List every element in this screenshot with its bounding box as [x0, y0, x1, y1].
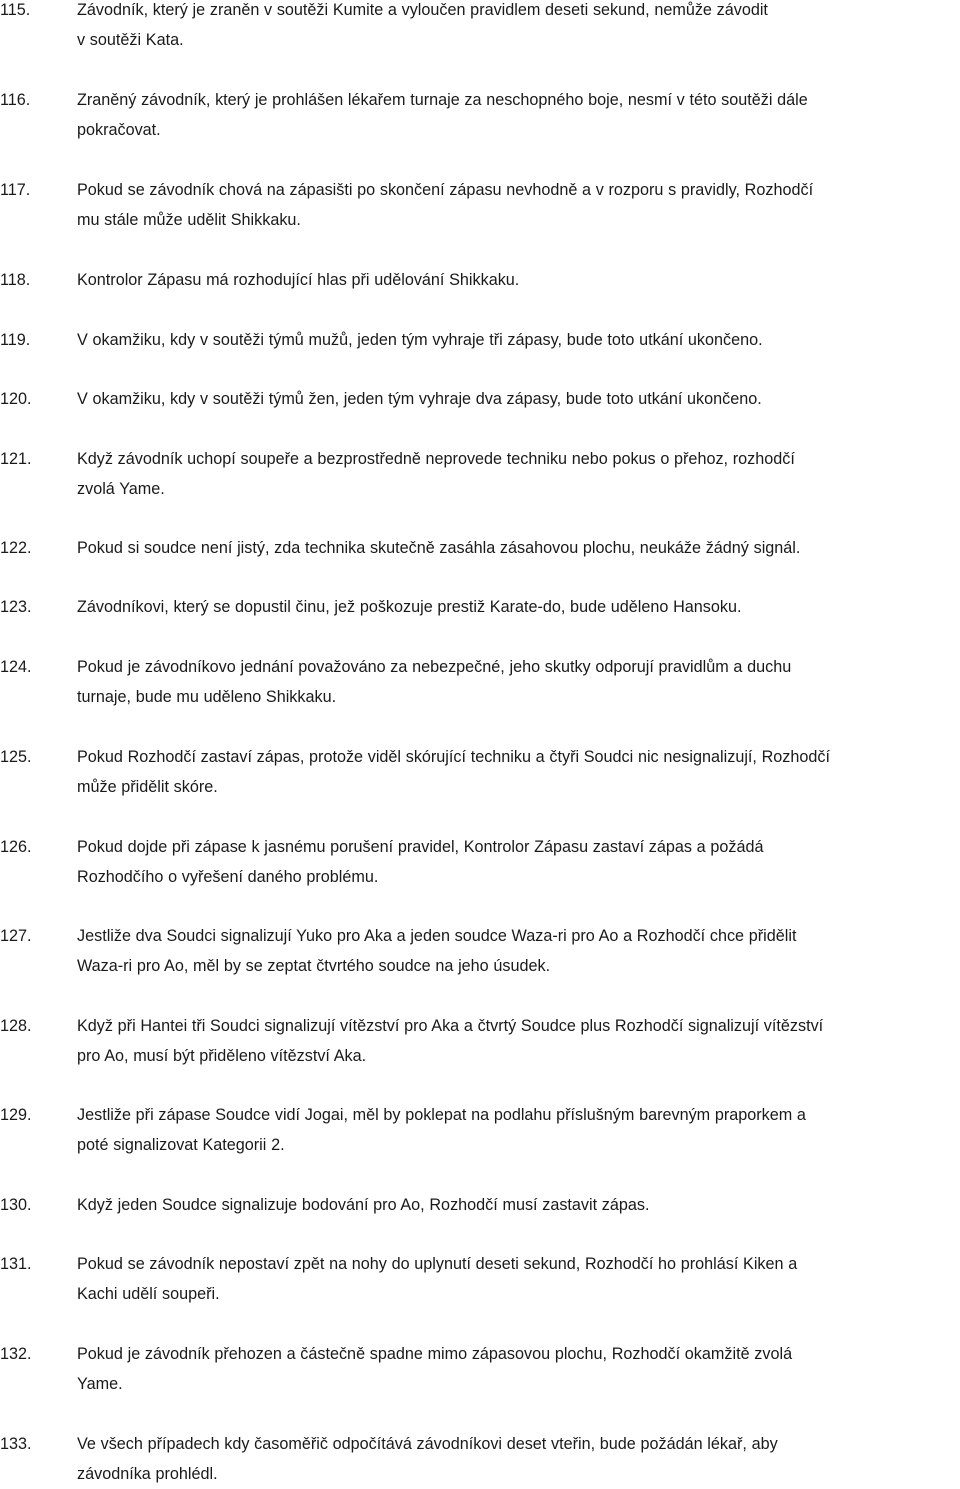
- rule-text-line: v soutěži Kata.: [77, 31, 184, 49]
- rule-number: 115.: [0, 1, 31, 19]
- rule-item-120: [0, 384, 960, 414]
- rule-text: [77, 85, 960, 145]
- rule-text: [77, 832, 960, 892]
- rule-text-line: Ve všech případech kdy časoměřič odpočítává závodníkovi deset vteřin, bude požádán lékař, aby: [77, 1435, 778, 1453]
- rule-number: 128.: [0, 1017, 32, 1035]
- rule-item-121: [0, 444, 960, 504]
- rule-number: 123.: [0, 598, 32, 616]
- rule-text: [77, 533, 960, 563]
- rule-text-line: Pokud se závodník chová na zápasišti po skončení zápasu nevhodně a v rozporu s pravidly, Rozhodčí: [77, 181, 814, 199]
- rule-text-line: Zraněný závodník, který je prohlášen lékařem turnaje za neschopného boje, nesmí v této soutěži dále: [77, 91, 808, 109]
- rule-item-118: [0, 265, 960, 295]
- rule-item-126: [0, 832, 960, 892]
- rule-number: 126.: [0, 838, 32, 856]
- rule-text: [77, 652, 960, 712]
- rule-text-line: poté signalizovat Kategorii 2.: [77, 1136, 285, 1154]
- rule-number: 116.: [0, 91, 31, 109]
- rule-text-line: pokračovat.: [77, 121, 161, 139]
- rule-text: [77, 1429, 960, 1489]
- rule-number: 132.: [0, 1345, 32, 1363]
- rule-number: 119.: [0, 331, 31, 349]
- rule-text: [77, 1339, 960, 1399]
- rule-text: [77, 1249, 960, 1309]
- rule-text-line: Jestliže při zápase Soudce vidí Jogai, měl by poklepat na podlahu příslušným barevným praporkem a: [77, 1106, 806, 1124]
- rule-item-130: [0, 1190, 960, 1220]
- rule-text-line: zvolá Yame.: [77, 480, 165, 498]
- rule-text-line: Waza-ri pro Ao, měl by se zeptat čtvrtého soudce na jeho úsudek.: [77, 957, 551, 975]
- rule-item-124: [0, 652, 960, 712]
- rule-text-line: závodníka prohlédl.: [77, 1465, 218, 1483]
- rule-number: 124.: [0, 658, 32, 676]
- rule-text-line: Pokud se závodník nepostaví zpět na nohy do uplynutí deseti sekund, Rozhodčí ho prohlásí Kiken a: [77, 1255, 798, 1273]
- rule-text: [77, 0, 960, 55]
- rule-number: 131.: [0, 1255, 32, 1273]
- rule-number: 121.: [0, 450, 32, 468]
- rule-text: [77, 444, 960, 504]
- rule-text-line: Pokud dojde při zápase k jasnému porušení pravidel, Kontrolor Zápasu zastaví zápas a požádá: [77, 838, 764, 856]
- rule-text-line: V okamžiku, kdy v soutěži týmů žen, jeden tým vyhraje dva zápasy, bude toto utkání ukončeno.: [77, 390, 762, 408]
- rule-text-line: Rozhodčího o vyřešení daného problému.: [77, 868, 379, 886]
- rule-text-line: Jestliže dva Soudci signalizují Yuko pro Aka a jeden soudce Waza-ri pro Ao a Rozhodčí chce přidělit: [77, 927, 797, 945]
- rule-text-line: mu stále může udělit Shikkaku.: [77, 211, 301, 229]
- rule-text-line: turnaje, bude mu uděleno Shikkaku.: [77, 688, 337, 706]
- rule-text-line: Když jeden Soudce signalizuje bodování pro Ao, Rozhodčí musí zastavit zápas.: [77, 1196, 650, 1214]
- rule-text-line: Závodník, který je zraněn v soutěži Kumite a vyloučen pravidlem deseti sekund, nemůže závodit: [77, 1, 768, 19]
- rule-item-127: [0, 921, 960, 981]
- rule-text: [77, 325, 960, 355]
- rule-number: 122.: [0, 539, 32, 557]
- rule-text: [77, 1190, 960, 1220]
- rule-text: [77, 592, 960, 622]
- rule-text-line: Pokud Rozhodčí zastaví zápas, protože viděl skórující techniku a čtyři Soudci nic nesignalizují, Rozhodčí: [77, 748, 831, 766]
- rule-item-133: [0, 1429, 960, 1489]
- rule-item-119: [0, 325, 960, 355]
- rule-item-115: [0, 0, 960, 55]
- rule-number: 133.: [0, 1435, 32, 1453]
- rule-item-117: [0, 175, 960, 235]
- rule-text-line: může přidělit skóre.: [77, 778, 218, 796]
- rule-number: 127.: [0, 927, 32, 945]
- rule-text: [77, 175, 960, 235]
- rule-number: 129.: [0, 1106, 32, 1124]
- rule-text-line: Kontrolor Zápasu má rozhodující hlas při udělování Shikkaku.: [77, 271, 520, 289]
- rule-text-line: V okamžiku, kdy v soutěži týmů mužů, jeden tým vyhraje tři zápasy, bude toto utkání ukončeno.: [77, 331, 763, 349]
- rule-item-128: [0, 1011, 960, 1071]
- rule-number: 118.: [0, 271, 31, 289]
- rule-item-122: [0, 533, 960, 563]
- rule-text-line: pro Ao, musí být přiděleno vítězství Aka.: [77, 1047, 367, 1065]
- rule-item-123: [0, 592, 960, 622]
- rule-number: 120.: [0, 390, 32, 408]
- rule-item-116: [0, 85, 960, 145]
- rule-number: 125.: [0, 748, 32, 766]
- rule-text-line: Pokud je závodník přehozen a částečně spadne mimo zápasovou plochu, Rozhodčí okamžitě zvolá: [77, 1345, 793, 1363]
- rule-text: [77, 921, 960, 981]
- rule-text-line: Yame.: [77, 1375, 123, 1393]
- rule-text-line: Pokud si soudce není jistý, zda technika skutečně zasáhla zásahovou plochu, neukáže žádný signál.: [77, 539, 801, 557]
- rule-text: [77, 384, 960, 414]
- rule-text-line: Když při Hantei tři Soudci signalizují vítězství pro Aka a čtvrtý Soudce plus Rozhodčí signalizují vítězství: [77, 1017, 824, 1035]
- rule-text-line: Když závodník uchopí soupeře a bezprostředně neprovede techniku nebo pokus o přehoz, rozhodčí: [77, 450, 795, 468]
- rule-text-line: Kachi udělí soupeři.: [77, 1285, 220, 1303]
- rule-number: 130.: [0, 1196, 32, 1214]
- rule-text: [77, 1011, 960, 1071]
- rule-text: [77, 265, 960, 295]
- rule-text-line: Pokud je závodníkovo jednání považováno za nebezpečné, jeho skutky odporují pravidlům a duchu: [77, 658, 792, 676]
- rule-text: [77, 742, 960, 802]
- rule-item-129: [0, 1100, 960, 1160]
- rule-item-131: [0, 1249, 960, 1309]
- rule-text-line: Závodníkovi, který se dopustil činu, jež poškozuje prestiž Karate-do, bude uděleno Hansoku.: [77, 598, 742, 616]
- rule-number: 117.: [0, 181, 31, 199]
- rule-item-132: [0, 1339, 960, 1399]
- rule-item-125: [0, 742, 960, 802]
- rule-text: [77, 1100, 960, 1160]
